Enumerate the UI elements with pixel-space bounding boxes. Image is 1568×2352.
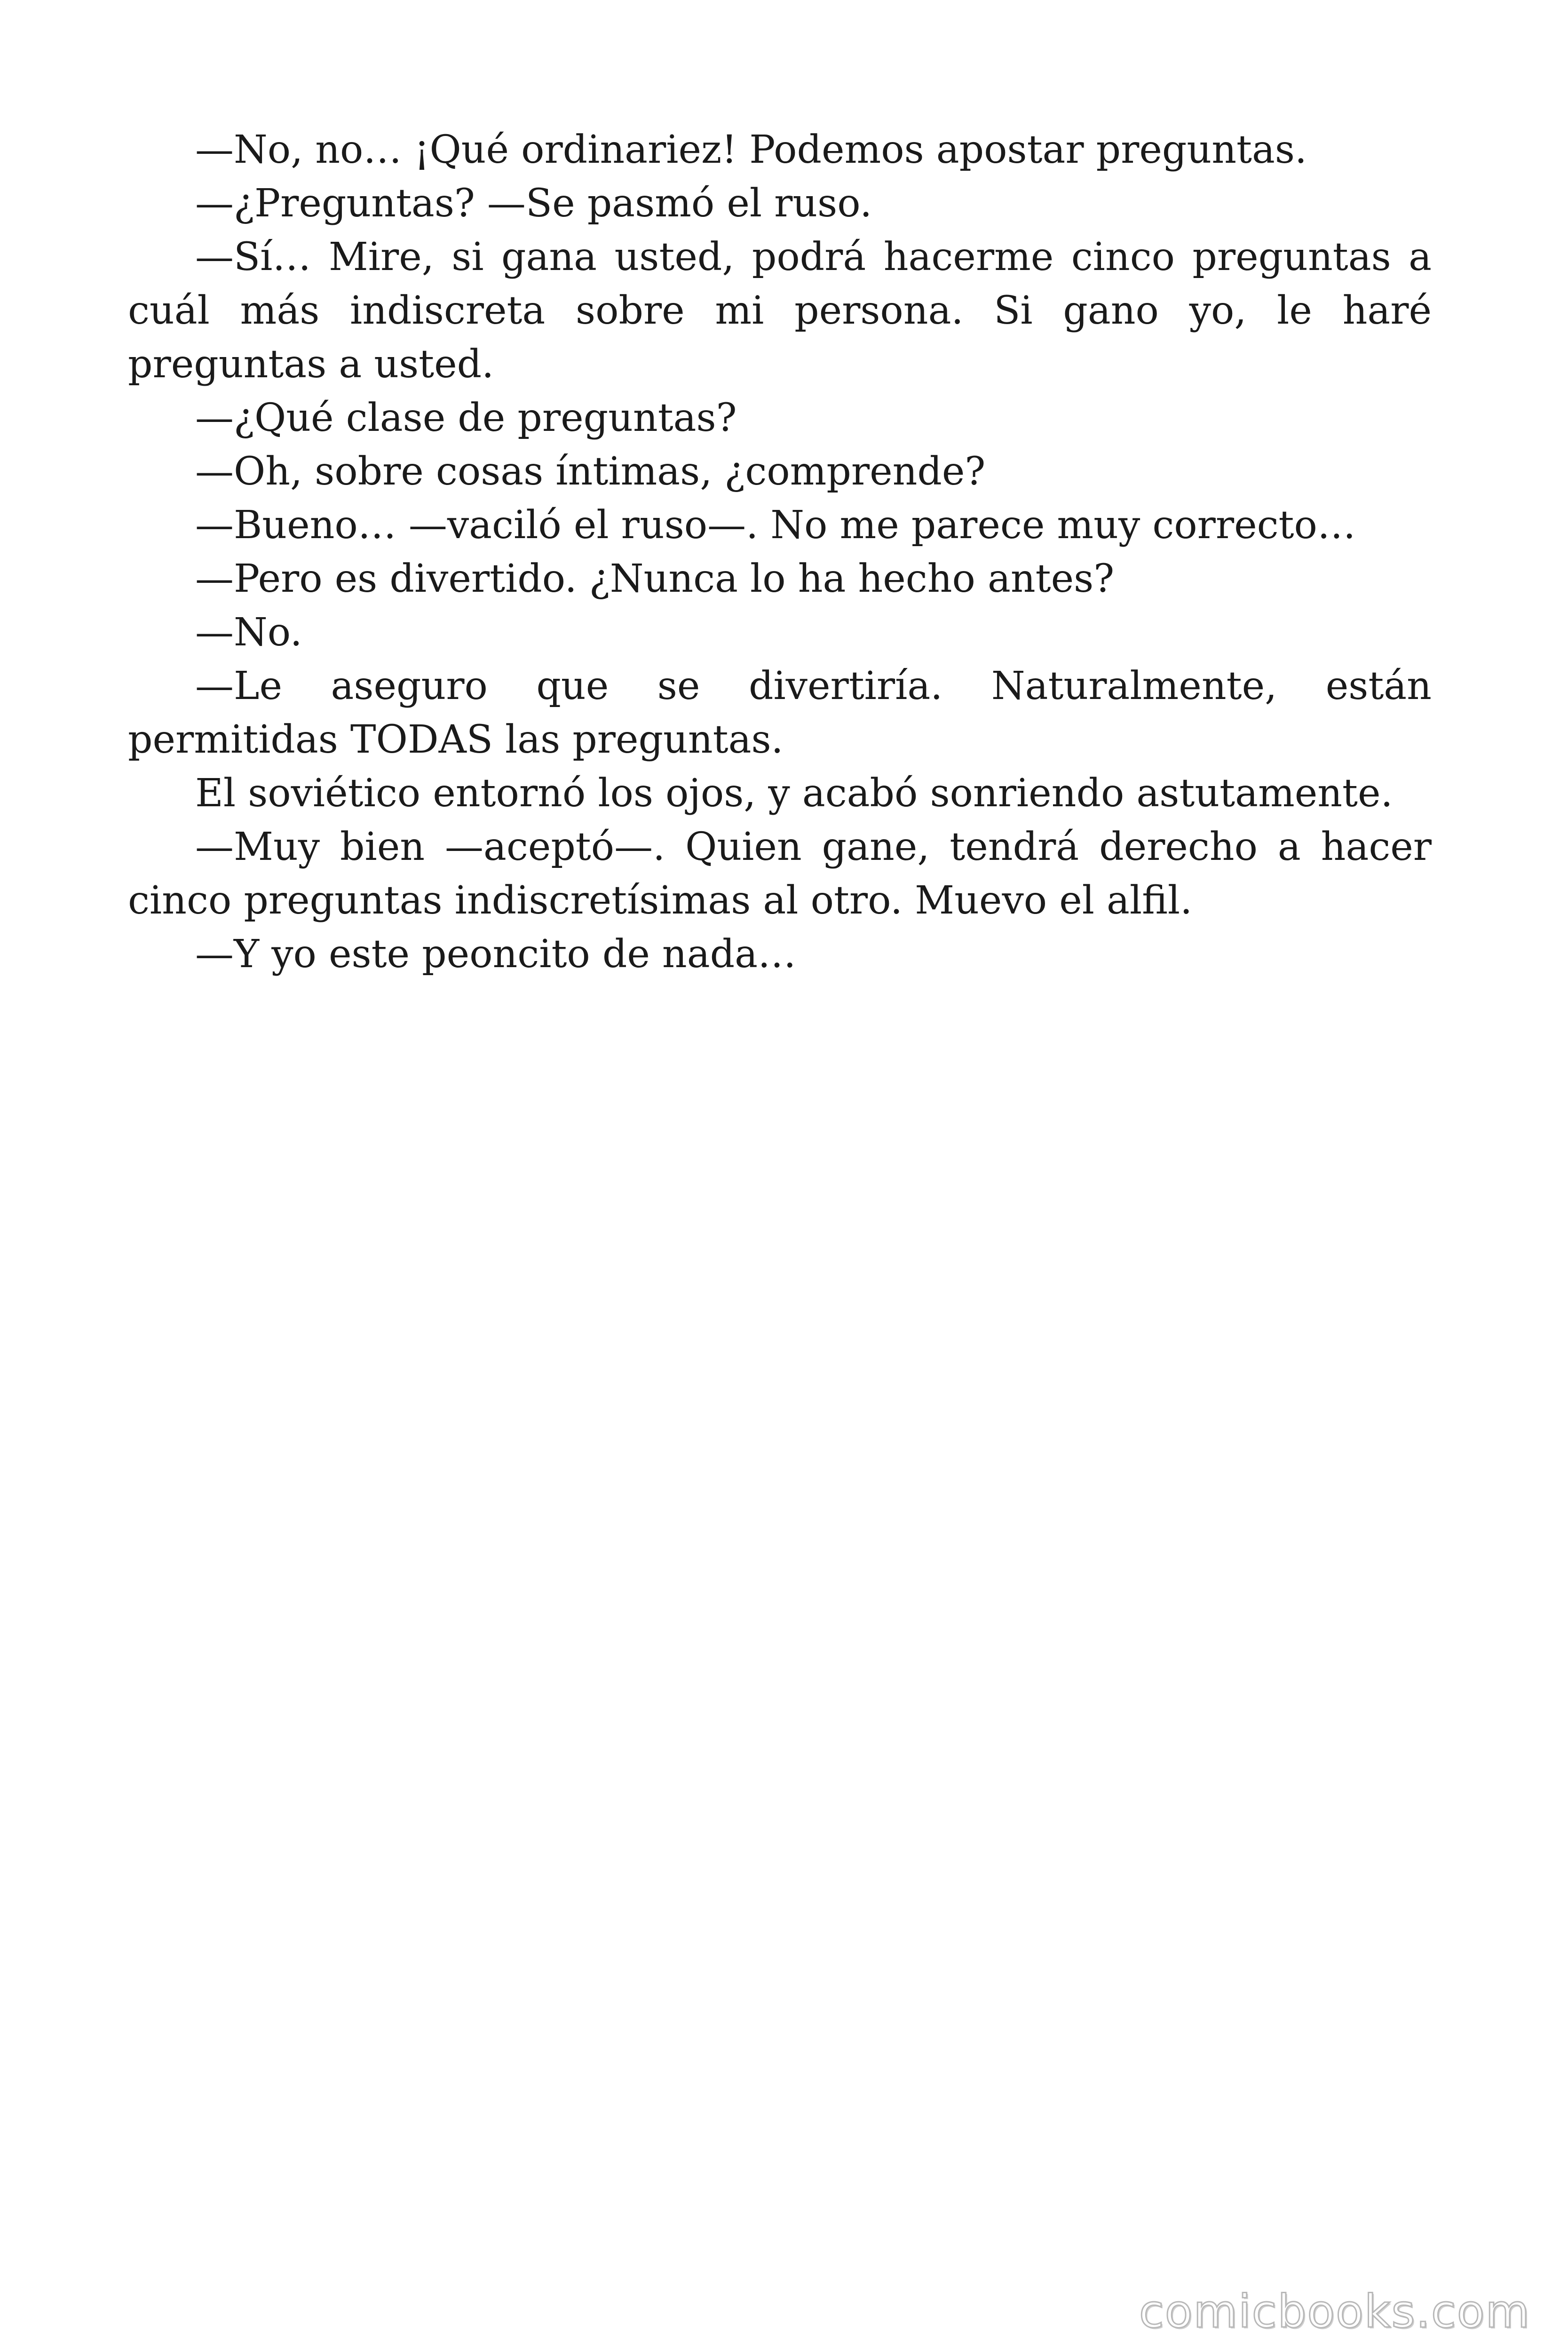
- paragraph: —¿Preguntas? —Se pasmó el ruso.: [195, 181, 872, 226]
- paragraph: —No, no… ¡Qué ordinariez! Podemos apostar preguntas.: [195, 127, 1307, 172]
- paragraph: —¿Qué clase de preguntas?: [195, 396, 737, 440]
- paragraph: —Bueno… —vaciló el ruso—. No me parece muy correcto…: [195, 503, 1356, 548]
- paragraph: —Sí… Mire, si gana usted, podrá hacerme cinco preguntas a cuál más indiscreta sobre mi persona. Si gano yo, le haré preguntas a usted.: [128, 235, 1432, 387]
- paragraph: —No.: [195, 610, 302, 655]
- body-text: [128, 123, 1432, 981]
- paragraph: —Muy bien —aceptó—. Quien gane, tendrá derecho a hacer cinco preguntas indiscretísimas al otro. Muevo el alfil.: [128, 825, 1432, 923]
- paragraph: —Y yo este peoncito de nada…: [195, 932, 797, 977]
- paragraph: —Oh, sobre cosas íntimas, ¿comprende?: [195, 449, 986, 494]
- watermark-logo: comicbooks.com: [1139, 2285, 1530, 2338]
- paragraph: —Le aseguro que se divertiría. Naturalmente, están permitidas TODAS las preguntas.: [128, 664, 1432, 762]
- paragraph: El soviético entornó los ojos, y acabó sonriendo astutamente.: [195, 771, 1393, 816]
- paragraph: —Pero es divertido. ¿Nunca lo ha hecho antes?: [195, 556, 1115, 601]
